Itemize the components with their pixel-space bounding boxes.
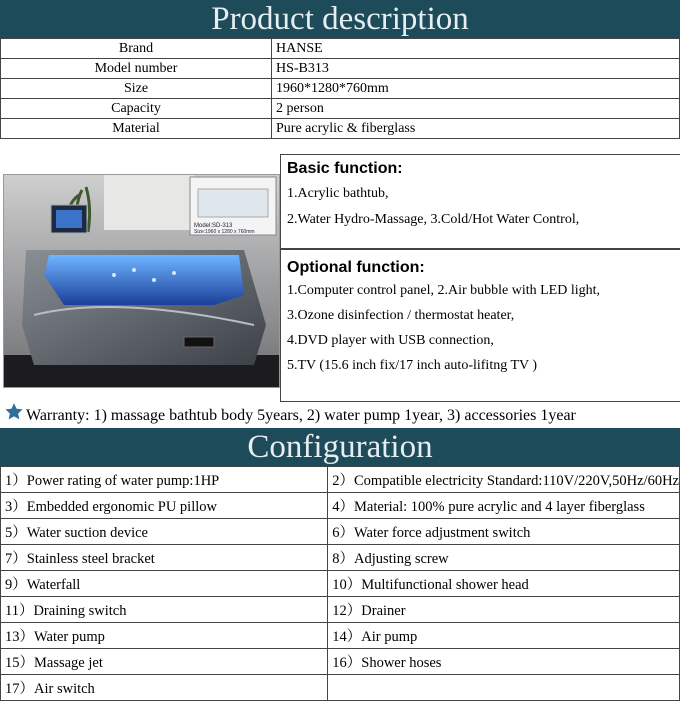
config-item: 16）Shower hoses xyxy=(328,649,680,675)
basic-function-line: 2.Water Hydro-Massage, 3.Cold/Hot Water Control, xyxy=(287,212,580,227)
optional-function-title: Optional function: xyxy=(287,259,425,276)
config-item xyxy=(328,675,680,701)
config-item: 2）Compatible electricity Standard:110V/220V,50Hz/60Hz xyxy=(328,467,680,493)
product-overview xyxy=(0,154,680,402)
inset-model-label: Model:SD-313 xyxy=(194,223,233,229)
spec-table xyxy=(0,38,680,139)
config-item: 12）Drainer xyxy=(328,597,680,623)
table-row xyxy=(1,571,680,597)
basic-function-box xyxy=(280,154,680,250)
spec-row-size xyxy=(1,79,680,99)
config-item: 15）Massage jet xyxy=(1,649,328,675)
product-description-banner: Product description xyxy=(0,0,680,38)
spec-label: Capacity xyxy=(1,99,272,119)
configuration-table xyxy=(0,466,680,701)
spec-label: Size xyxy=(1,79,272,99)
bathtub-illustration xyxy=(4,175,279,387)
table-row xyxy=(1,675,680,701)
config-item: 14）Air pump xyxy=(328,623,680,649)
config-item: 9）Waterfall xyxy=(1,571,328,597)
spec-value: Pure acrylic & fiberglass xyxy=(272,119,680,139)
config-item: 10）Multifunctional shower head xyxy=(328,571,680,597)
table-row xyxy=(1,597,680,623)
spec-label: Material xyxy=(1,119,272,139)
star-icon xyxy=(4,402,24,431)
config-item: 13）Water pump xyxy=(1,623,328,649)
config-item: 4）Material: 100% pure acrylic and 4 layer fiberglass xyxy=(328,493,680,519)
spec-row-material xyxy=(1,119,680,139)
config-item: 8）Adjusting screw xyxy=(328,545,680,571)
spec-value: 2 person xyxy=(272,99,680,119)
table-row xyxy=(1,467,680,493)
optional-function-line: 5.TV (15.6 inch fix/17 inch auto-lifitng TV ) xyxy=(287,358,538,373)
spec-value: HANSE xyxy=(272,39,680,59)
spec-label: Model number xyxy=(1,59,272,79)
config-item: 3）Embedded ergonomic PU pillow xyxy=(1,493,328,519)
table-row xyxy=(1,649,680,675)
spec-row-capacity xyxy=(1,99,680,119)
warranty-bar xyxy=(0,402,680,429)
basic-function-title: Basic function: xyxy=(287,160,403,177)
config-item: 7）Stainless steel bracket xyxy=(1,545,328,571)
config-item: 1）Power rating of water pump:1HP xyxy=(1,467,328,493)
spec-value: 1960*1280*760mm xyxy=(272,79,680,99)
table-row xyxy=(1,545,680,571)
optional-function-box xyxy=(280,248,680,402)
warranty-text: Warranty: 1) massage bathtub body 5years, 2) water pump 1year, 3) accessories 1year xyxy=(26,407,576,425)
spec-row-model xyxy=(1,59,680,79)
spec-row-brand xyxy=(1,39,680,59)
table-row xyxy=(1,623,680,649)
optional-function-line: 4.DVD player with USB connection, xyxy=(287,333,494,348)
basic-function-line: 1.Acrylic bathtub, xyxy=(287,186,389,201)
table-row xyxy=(1,519,680,545)
spec-value: HS-B313 xyxy=(272,59,680,79)
bathtub-photo xyxy=(3,174,280,388)
config-item: 6）Water force adjustment switch xyxy=(328,519,680,545)
table-row xyxy=(1,493,680,519)
config-item: 17）Air switch xyxy=(1,675,328,701)
spec-label: Brand xyxy=(1,39,272,59)
config-item: 5）Water suction device xyxy=(1,519,328,545)
config-item: 11）Draining switch xyxy=(1,597,328,623)
inset-size-label: Size:1960 x 1280 x 760mm xyxy=(194,229,255,235)
configuration-banner: Configuration xyxy=(0,428,680,466)
optional-function-line: 1.Computer control panel, 2.Air bubble with LED light, xyxy=(287,283,601,298)
optional-function-line: 3.Ozone disinfection / thermostat heater, xyxy=(287,308,515,323)
